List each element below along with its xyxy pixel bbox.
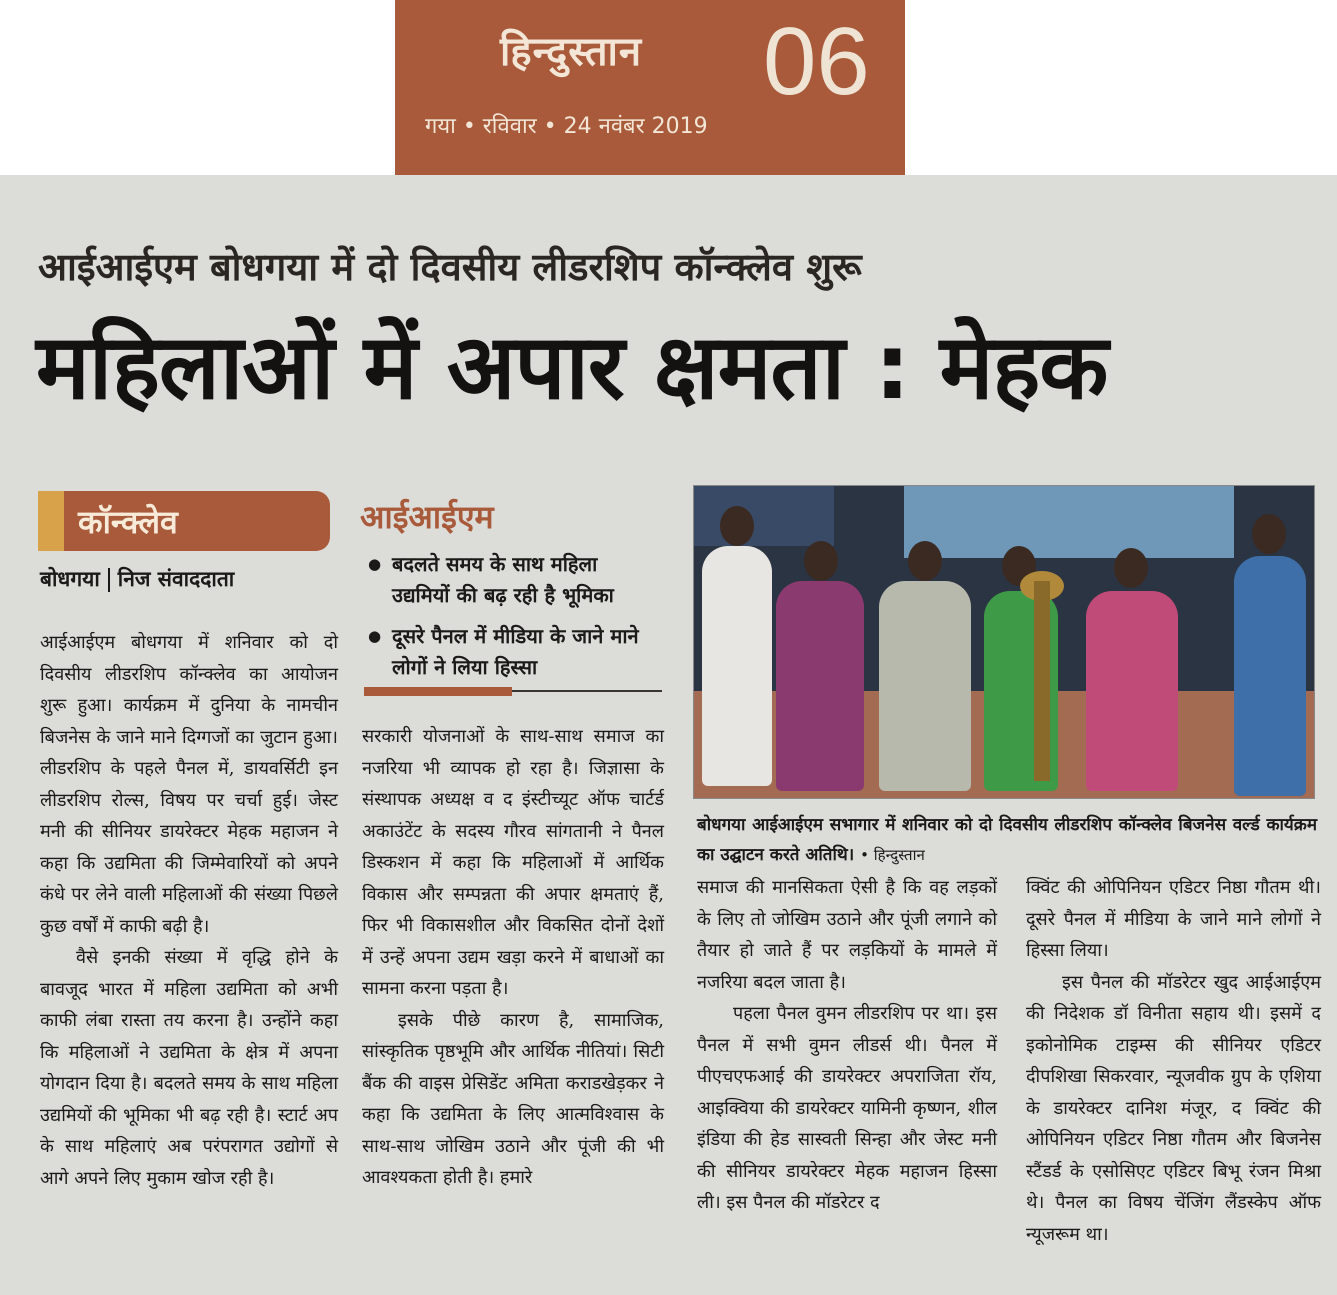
highlight-item: ● दूसरे पैनल में मीडिया के जाने माने लोगों ने लिया हिस्सा [364, 621, 654, 683]
photo-person [1234, 556, 1306, 796]
article-column-3 [697, 872, 997, 1219]
section-tag-label: कॉन्क्लेव [78, 503, 178, 541]
ceremonial-lamp [1034, 581, 1050, 781]
photo-person-head [1114, 548, 1148, 588]
photo-person [776, 581, 864, 791]
newspaper-masthead [395, 0, 905, 175]
byline [40, 565, 234, 593]
paragraph: वैसे इनकी संख्या में वृद्धि होने के बावजूद भारत में महिला उद्यमिता को अभी काफी लंबा रास्ता तय करना है। उन्होंने कहा कि महिलाओं ने उद्यमिता के क्षेत्र में अपना योगदान दिया है। बदलते समय के साथ महिला उद्यमियों की भूमिका भी बढ़ रही है। स्टार्ट अप के साथ महिलाएं अब परंपरागत उद्योगों से आगे अपने लिए मुकाम खोज रही है। [40, 947, 338, 1189]
photo-backdrop-left [694, 486, 834, 546]
photo-caption-text: बोधगया आईआईएम सभागार में शनिवार को दो दिवसीय लीडरशिप कॉन्क्लेव बिजनेस वर्ल्ड कार्यक्रम का उद्घाटन करते अतिथि। [697, 815, 1317, 865]
article-kicker: आईआईएम बोधगया में दो दिवसीय लीडरशिप कॉन्क्लेव शुरू [38, 245, 862, 289]
photo-person-head [804, 541, 838, 581]
photo-person [879, 581, 971, 791]
dateline: गया • रविवार • 24 नवंबर 2019 [425, 114, 708, 139]
event-photo [693, 485, 1315, 799]
highlight-item: ● बदलते समय के साथ महिला उद्यमियों की बढ़ रही है भूमिका [364, 549, 654, 611]
paragraph: इसके पीछे कारण है, सामाजिक, सांस्कृतिक पृष्ठभूमि और आर्थिक नीतियां। सिटी बैंक की वाइस प्रेसिडेंट अमिता कराडखेड़कर ने कहा कि उद्यमिता के लिए आत्मविश्वास के साथ-साथ जोखिम उठाने और पूंजी की भी आवश्यकता होती है। हमारे [362, 1009, 664, 1188]
photo-person-head [908, 541, 942, 581]
highlights-list [364, 549, 654, 693]
article-column-4 [1026, 872, 1321, 1250]
page-number: 06 [763, 8, 870, 115]
photo-person-head [720, 506, 754, 546]
article-column-2 [362, 721, 664, 1194]
paragraph: पहला पैनल वुमन लीडरशिप पर था। इस पैनल में सभी वुमन लीडर्स थी। पैनल में पीएचएफआई की डायरेक्टर अपराजिता रॉय, आइक्विया की डायरेक्टर यामिनी कृष्णन, शील इंडिया की हेड सास्वती सिन्हा और जेस्ट मनी की सीनियर डायरेक्टर मेहक महाजन हिस्सा ली। इस पैनल की मॉडरेटर द [697, 1003, 997, 1213]
article-clipping [0, 175, 1337, 1295]
paragraph: क्विंट की ओपिनियन एडिटर निष्ठा गौतम थी। दूसरे पैनल में मीडिया के जाने माने लोगों ने हिस्सा लिया। [1026, 877, 1321, 961]
byline-reporter: निज संवाददाता [117, 567, 235, 591]
paragraph: समाज की मानसिकता ऐसी है कि वह लड़कों के लिए तो जोखिम उठाने और पूंजी लगाने को तैयार हो जाते हैं पर लड़कियों के मामले में नजरिया बदल जाता है। [697, 877, 997, 993]
photo-person [702, 546, 772, 786]
byline-divider [108, 568, 110, 592]
section-tag-accent [38, 491, 64, 551]
divider-accent [364, 687, 512, 696]
byline-place: बोधगया [40, 567, 100, 591]
article-headline: महिलाओं में अपार क्षमता : मेहक [36, 315, 1108, 420]
photo-caption [697, 810, 1317, 870]
paragraph: इस पैनल की मॉडरेटर खुद आईआईएम की निदेशक डॉ विनीता सहाय थी। इसमें द इकोनोमिक टाइम्स की सीनियर एडिटर दीपशिखा सिकरवार, न्यूजवीक ग्रुप के एशिया के डायरेक्टर दानिश मंजूर, द क्विंट की ओपिनियन एडिटर निष्ठा गौतम और बिजनेस स्टैंडर्ड के एसोसिएट एडिटर बिभू रंजन मिश्रा थे। पैनल का विषय चेंजिंग लैंडस्केप ऑफ न्यूजरूम था। [1026, 971, 1321, 1245]
newspaper-name: हिन्दुस्तान [500, 28, 643, 75]
photo-credit: • हिन्दुस्तान [860, 846, 925, 864]
photo-backdrop-screen [904, 486, 1234, 558]
photo-person-head [1252, 514, 1286, 554]
divider-line [512, 690, 662, 692]
photo-person [1086, 591, 1178, 791]
highlights-title: आईआईएम [360, 498, 494, 536]
article-column-1 [40, 627, 338, 1194]
section-tag [38, 491, 330, 551]
paragraph: सरकारी योजनाओं के साथ-साथ समाज का नजरिया भी व्यापक हो रहा है। जिज्ञासा के संस्थापक अध्यक्ष व द इंस्टीच्यूट ऑफ चार्टर्ड अकाउंटेंट के सदस्य गौरव सांगतानी ने पैनल डिस्कशन में कहा कि महिलाओं में आर्थिक विकास और सम्पन्नता की अपार क्षमताएं हैं, फिर भी विकासशील और विकसित दोनों देशों में उन्हें अपना उद्यम खड़ा करने में बाधाओं का सामना करना पड़ता है। [362, 726, 664, 999]
paragraph: आईआईएम बोधगया में शनिवार को दो दिवसीय लीडरशिप कॉन्क्लेव का आयोजन शुरू हुआ। कार्यक्रम में दुनिया के नामचीन बिजनेस के जाने माने दिग्गजों का जुटान हुआ। लीडरशिप के पहले पैनल में, डायवर्सिटी इन लीडरशिप रोल्स, विषय पर चर्चा हुई। जेस्ट मनी की सीनियर डायरेक्टर मेहक महाजन ने कहा कि उद्यमिता की जिम्मेवारियों को अपने कंधे पर लेने वाली महिलाओं की संख्या पिछले कुछ वर्षों में काफी बढ़ी है। [40, 632, 338, 937]
